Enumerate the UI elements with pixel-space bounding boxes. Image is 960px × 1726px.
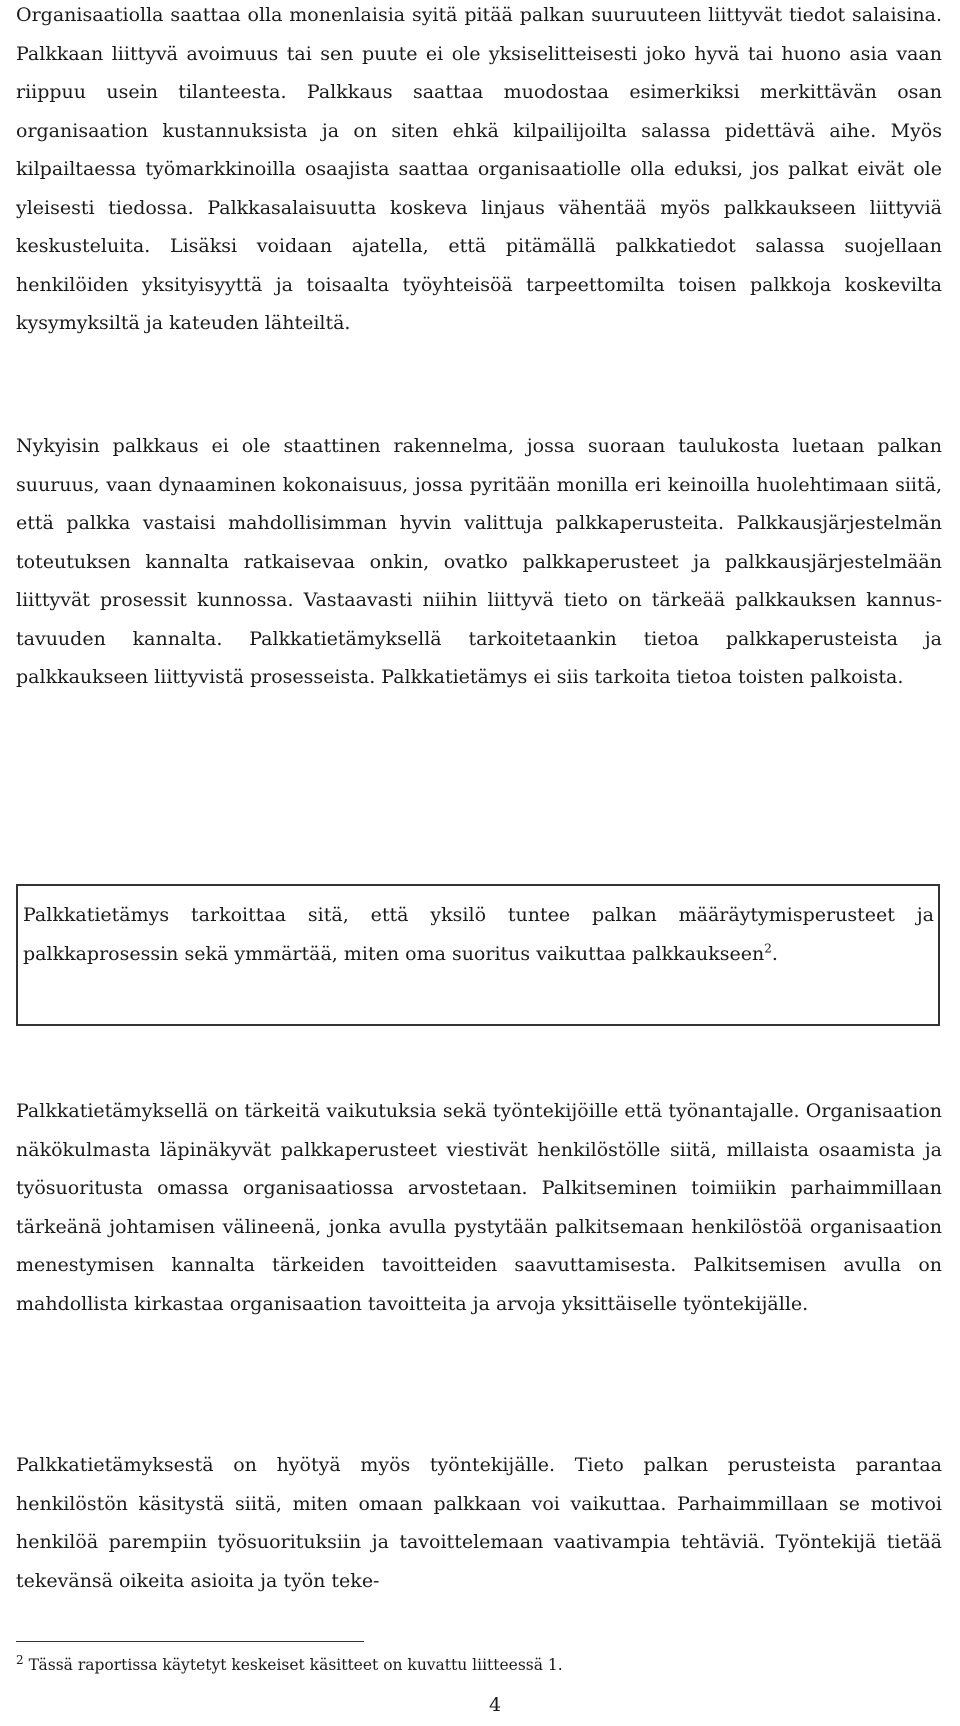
definition-end: . <box>771 943 778 965</box>
footnote-text: Tässä raportissa käytetyt keskeiset käsitteet on kuvattu liitteessä 1. <box>28 1656 563 1674</box>
footnote-reference[interactable]: 2 <box>764 941 772 956</box>
footnote-marker: 2 <box>16 1652 24 1667</box>
paragraph-dynamic-pay: Nykyisin palkkaus ei ole staattinen rakennelma, jossa suoraan taulukosta luetaan palkan suuruus, vaan dynaaminen kokonaisuus, jossa pyritään monilla eri keinoilla huolehtimaan siitä, että palkka vastaisi mahdollisimman hyvin valittuja palkkaperusteita. Palkkausjärjestelmän toteutuksen kannalta ratkaisevaa onkin, ovatko palkkaperusteet ja palkkausjärjestelmään liittyvät prosessit kunnossa. Vastaavasti niihin liittyvä tieto on tärkeää palkkauksen kannustavuuden kannalta. Palkkatietämyksellä tarkoitetaankin tietoa palkkaperusteista ja palkkaukseen liittyvistä prosesseista. Palkkatietämys ei siis tarkoita tietoa toisten palkoista. <box>16 435 942 688</box>
footnote <box>16 1654 563 1676</box>
definition-text: Palkkatietämys tarkoittaa sitä, että yksilö tuntee palkan määräytymisperusteet ja palkkaprosessin sekä ymmärtää, miten oma suoritus vaikuttaa palkkaukseen <box>23 904 934 965</box>
paragraph-employee-benefits: Palkkatietämyksestä on hyötyä myös työntekijälle. Tieto palkan perusteista parantaa henkilöstön käsitystä siitä, miten omaan palkkaan voi vaikuttaa. Parhaimmillaan se motivoi henkilöä parempiin työsuorituksiin ja tavoittelemaan vaativampia tehtäviä. Työntekijä tietää tekevänsä oikeita asioita ja työn teke- <box>16 1454 942 1592</box>
paragraph-employer-effects: Palkkatietämyksellä on tärkeitä vaikutuksia sekä työntekijöille että työnantajalle. Organisaation näkökulmasta läpinäkyvät palkkaperusteet viestivät henkilöstölle siitä, millaista osaamista ja työsuoritusta omassa organisaatiossa arvostetaan. Palkitseminen toimiikin parhaimmillaan tärkeänä johtamisen välineenä, jonka avulla pystytään palkitsemaan henkilöstöä organisaation menestymisen kannalta tärkeiden tavoitteiden saavuttamisesta. Palkitsemisen avulla on mahdollista kirkastaa organisaation tavoitteita ja arvoja yksittäiselle työntekijälle. <box>16 1100 942 1315</box>
definition-paragraph <box>23 896 934 974</box>
footnote-separator <box>16 1641 364 1642</box>
document-page <box>16 0 942 1726</box>
paragraph-pay-secrecy: Organisaatiolla saattaa olla monenlaisia syitä pitää palkan suuruuteen liittyvät tiedot salaisina. Palkkaan liittyvä avoimuus tai sen puute ei ole yksiselitteisesti joko hyvä tai huono asia vaan riippuu usein tilanteesta. Palkkaus saattaa muodostaa esimerkiksi merkittävän osan organisaation kustannuksista ja on siten ehkä kilpailijoilta salassa pidettävä aihe. Myös kilpailtaessa työmarkkinoilla osaajista saattaa organisaatiolle olla eduksi, jos palkat eivät ole yleisesti tiedossa. Palkkasalaisuutta koskeva linjaus vähentää myös palkkaukseen liittyviä keskusteluita. Lisäksi voidaan ajatella, että pitämällä palkkatiedot salassa suojellaan henkilöiden yksityisyyttä ja toisaalta työyhteisöä tarpeettomilta toisen palkkoja koskevilta kysymyksiltä ja kateuden lähteiltä. <box>16 4 942 334</box>
definition-box <box>16 884 940 1026</box>
page-number: 4 <box>488 1694 502 1716</box>
